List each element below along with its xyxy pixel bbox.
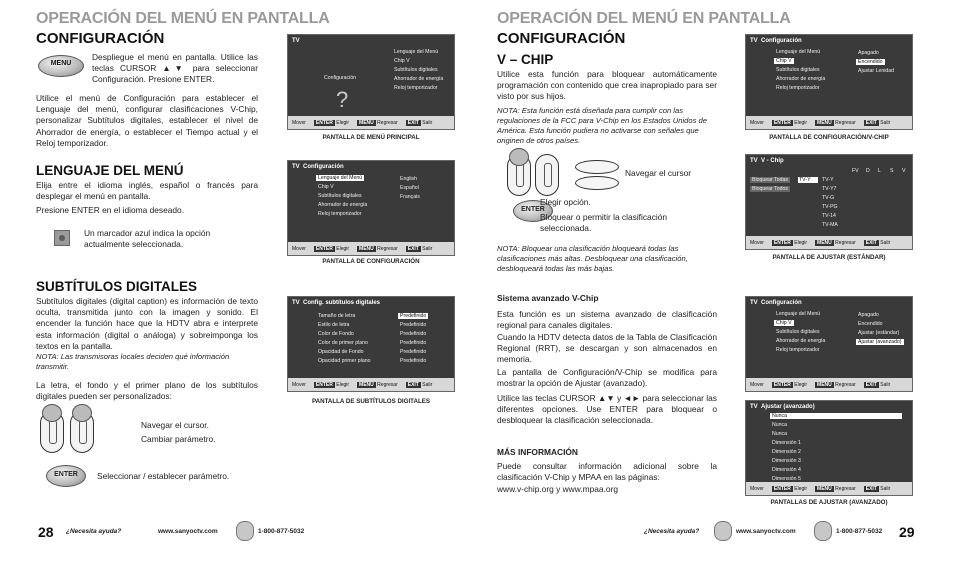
select-text: Seleccionar / establecer parámetro.: [97, 471, 230, 481]
menu-item: Lenguaje del Menú: [394, 49, 439, 55]
marker-text: Un marcador azul indica la opción actualmente seleccionada.: [84, 228, 211, 250]
tv-label: TV Configuración: [292, 164, 344, 170]
vchip-option: Apagado: [858, 312, 879, 318]
subtitles-text: Subtítulos digitales (digital caption) es información de texto oculta, transmitida junto con la imagen y sonido. El encender la función hace que la HDTV abra e interprete esta información (digital o análoga) y sobreimponga los textos en la pantalla.: [36, 296, 258, 351]
vchip-text: Utilice esta función para bloquear automáticamente programación con contenido que crea inapropiado para ser visto por sus hijos.: [497, 69, 717, 102]
config-screen: [287, 160, 455, 256]
vchip-option: Encendido: [858, 321, 883, 327]
menu-item: Ahorrador de energía: [318, 202, 368, 208]
rating-row: TV-MA: [822, 222, 838, 228]
screen-footer: Mover ENTER Elegir MENU Regresar EXIT Salir: [750, 381, 891, 388]
rating-col: L: [878, 168, 881, 174]
rating-row: TV-Y: [822, 177, 834, 183]
screen-caption: PANTALLA DE CONFIGURACIÓN/V-CHIP: [769, 134, 889, 141]
more-info-text: Puede consultar información adicional sobre la clasificación V-Chip y MPAA en las páginas:: [497, 461, 717, 483]
tv-label: TV Configuración: [750, 38, 802, 44]
language-heading: LENGUAJE DEL MENÚ: [36, 163, 184, 178]
rating-col: V: [902, 168, 906, 174]
menu-item: Opacidad de Fondo: [318, 349, 364, 355]
tv-label: TV Config. subtítulos digitales: [292, 300, 381, 306]
right-page: [477, 0, 954, 580]
help-text: ¿Necesita ayuda?: [66, 528, 122, 535]
rating-row: TV-Y: [798, 177, 818, 183]
menu-button-icon: MENU: [38, 55, 84, 77]
question-mark-icon: ?: [336, 87, 349, 112]
cursor-oval-icon: [575, 160, 619, 174]
language-enter-text: Presione ENTER en el idioma deseado.: [36, 205, 185, 215]
help-text: ¿Necesita ayuda?: [644, 528, 700, 535]
sub-value: Predefinido: [400, 358, 427, 364]
more-info-links: www.v-chip.org y www.mpaa.org: [497, 484, 619, 494]
rating-row: TV-G: [822, 195, 835, 201]
screen-caption: PANTALLA DE MENÚ PRINCIPAL: [322, 134, 420, 141]
main-center-label: Configuración: [324, 75, 357, 81]
adv-item: Dimensión 5: [772, 476, 801, 482]
subtitles-paragraph: La letra, el fondo y el primer plano de los subtítulos digitales pueden ser personalizados:: [36, 380, 258, 402]
vchip-option: Ajustar (estándar): [858, 330, 900, 336]
lang-option: Français: [400, 194, 420, 200]
menu-item: Lenguaje del Menú: [318, 175, 363, 181]
vchip-option: Encendido: [858, 59, 883, 65]
hand-icon: [42, 404, 62, 422]
page-number: 29: [899, 524, 915, 540]
phone-icon: [714, 521, 732, 541]
sub-value: Predefinido: [400, 322, 427, 328]
tv-label: TV Ajustar (avanzado): [750, 404, 815, 410]
menu-item: Subtítulos digitales: [776, 329, 820, 335]
screen-footer: Mover ENTER Elegir MENU Regresar EXIT Salir: [292, 245, 433, 252]
screen-caption: PANTALLA DE CONFIGURACIÓN: [322, 258, 420, 265]
hand-icon: [509, 148, 529, 166]
advanced-p2: Cuando la HDTV detecta datos de la Tabla de Clasificación Regional (RRT), se descargan y son almacenados en memoria.: [497, 332, 717, 365]
menu-item: Reloj temporizador: [318, 211, 362, 217]
advanced-p1: Esta función es un sistema avanzado de clasificación regional para canales digitales.: [497, 309, 717, 331]
rating-grid-screen: [745, 154, 913, 250]
menu-item: Lenguaje del Menú: [776, 311, 821, 317]
menu-item: Subtítulos digitales: [394, 67, 438, 73]
sub-value: Predefinido: [400, 331, 427, 337]
menu-item: Chip V: [776, 320, 792, 326]
subtitles-screen: [287, 296, 455, 392]
screen-footer: Mover ENTER Elegir MENU Regresar EXIT Salir: [750, 239, 891, 246]
change-param-text: Cambiar parámetro.: [141, 434, 216, 444]
rating-row: TV-PG: [822, 204, 838, 210]
menu-item: Reloj temporizador: [394, 85, 438, 91]
advanced-heading: Sistema avanzado V-Chip: [497, 293, 599, 303]
section-title: CONFIGURACIÓN: [497, 30, 626, 47]
enter-button-icon: ENTER: [46, 465, 86, 487]
menu-item: Opacidad primer plano: [318, 358, 371, 364]
website-text: www.sanyoctv.com: [736, 528, 796, 535]
menu-item: Ahorrador de energía: [394, 76, 444, 82]
menu-item: Chip V: [394, 58, 410, 64]
menu-item: Color de Fondo: [318, 331, 354, 337]
rating-row: TV-Y7: [822, 186, 837, 192]
menu-item: Subtítulos digitales: [776, 67, 820, 73]
vchip-heading: V – CHIP: [497, 52, 554, 67]
screen-caption: PANTALLA DE SUBTÍTULOS DIGITALES: [311, 398, 430, 405]
menu-item: Ahorrador de energía: [776, 76, 826, 82]
advanced-list-screen: [745, 400, 913, 496]
menu-item: Estilo de letra: [318, 322, 350, 328]
menu-item: Subtítulos digitales: [318, 193, 362, 199]
adv-item: Nunca: [770, 413, 902, 419]
block-all-label: Bloquear Todas: [752, 177, 788, 183]
rating-row: TV-14: [822, 213, 836, 219]
cursor-left-right-icon: [535, 154, 559, 196]
phone-number: 1-800-877-5032: [258, 528, 305, 535]
vchip-option: Ajustar Lenidad: [858, 68, 895, 74]
menu-item: Reloj temporizador: [776, 347, 820, 353]
sub-value: Predefinido: [400, 340, 427, 346]
rating-col: S: [890, 168, 894, 174]
lang-option: English: [400, 176, 418, 182]
block-note: NOTA: Bloquear una clasificación bloqueará todas las clasificaciones más altas. Desbloquear una clasificación, desbloqueará todas las más bajas.: [497, 244, 688, 273]
menu-item: Reloj temporizador: [776, 85, 820, 91]
subtitles-note: NOTA: Las transmisoras locales deciden qué información transmitir.: [36, 352, 230, 371]
page-header: OPERACIÓN DEL MENÚ EN PANTALLA: [36, 10, 330, 27]
screen-footer: Mover ENTER Elegir MENU Regresar EXIT Salir: [292, 381, 433, 388]
phone-icon: [814, 521, 832, 541]
advanced-p3: La pantalla de Configuración/V-Chip se modifica para mostrar la opción de Ajustar (avanzado).: [497, 367, 717, 389]
adv-item: Dimensión 4: [772, 467, 801, 473]
tv-label: TV Configuración: [750, 300, 802, 306]
lang-option: Español: [400, 185, 419, 191]
vchip-note: NOTA: Esta función está diseñada para cumplir con las regulaciones de la FCC para V-Chip en los Estados Unidos de América. Esta función pudiera no activarse con señales que originen de otros países.: [497, 106, 707, 145]
adv-item: Dimensión 3: [772, 458, 801, 464]
vchip-config-screen: [745, 34, 913, 130]
adv-item: Dimensión 1: [772, 440, 801, 446]
tv-label: TV: [292, 38, 300, 44]
menu-item: Ahorrador de energía: [776, 338, 826, 344]
sub-value: Predefinido: [400, 349, 427, 355]
hand-icon: [72, 404, 92, 422]
vchip-advanced-screen: [745, 296, 913, 392]
menu-item: Chip V: [318, 184, 334, 190]
language-text: Elija entre el idioma inglés, español o francés para desplegar el menú en pantalla.: [36, 180, 258, 202]
menu-item: Chip V: [776, 58, 792, 64]
sub-value: Predefinido: [400, 313, 427, 319]
menu-item: Tamaño de letra: [318, 313, 356, 319]
cursor-oval-icon: [575, 176, 619, 190]
enter-button-icon: ENTER: [513, 200, 553, 222]
adv-item: Nunca: [772, 431, 787, 437]
adv-item: Nunca: [772, 422, 787, 428]
vchip-option: Apagado: [858, 50, 879, 56]
block-all-label: Bloquear Todos: [752, 186, 788, 192]
navigate-text: Navegar el cursor.: [141, 420, 209, 430]
screen-caption: PANTALLA DE AJUSTAR (ESTÁNDAR): [772, 254, 886, 261]
choose-option-text: Elegir opción.: [540, 197, 591, 207]
adv-item: Dimensión 2: [772, 449, 801, 455]
menu-item: Lenguaje del Menú: [776, 49, 821, 55]
menu-item: Color de primer plano: [318, 340, 368, 346]
screen-footer: Mover ENTER Elegir MENU Regresar EXIT Salir: [750, 119, 891, 126]
phone-icon: [236, 521, 254, 541]
screen-caption: PANTALLAS DE AJUSTAR (AVANZADO): [770, 499, 888, 506]
screen-footer: Mover ENTER Elegir MENU Regresar EXIT Salir: [750, 485, 891, 492]
rating-col: FV: [852, 168, 859, 174]
more-info-heading: MÁS INFORMACIÓN: [497, 447, 578, 457]
blue-marker-icon: [54, 230, 70, 246]
tv-label: TV V - Chip: [750, 158, 784, 164]
page-number: 28: [38, 524, 54, 540]
advanced-p4: Utilice las teclas CURSOR ▲▼ y ◄► para seleccionar las diferentes opciones. Use ENTER para bloquear o desbloquear la clasificación seleccionada.: [497, 393, 717, 426]
rating-col: D: [866, 168, 870, 174]
vchip-option: Ajustar (avanzado): [858, 339, 902, 345]
subtitles-heading: SUBTÍTULOS DIGITALES: [36, 279, 197, 294]
page-header: OPERACIÓN DEL MENÚ EN PANTALLA: [497, 10, 791, 27]
config-paragraph: Utilice el menú de Configuración para establecer el Lenguaje del menú, configurar clasificaciones V-Chip, personalizar Subtítulos digitales, establecer el nivel de Ahorrador de energía, o establecer el Tiempo actual y el Reloj temporizador.: [36, 93, 258, 148]
intro-text: Despliegue el menú en pantalla. Utilice las teclas CURSOR ▲▼ para seleccionar Configuración. Presione ENTER.: [92, 52, 258, 85]
section-title: CONFIGURACIÓN: [36, 30, 165, 47]
navigate-text: Navegar el cursor: [625, 168, 692, 178]
block-text: Bloquear o permitir la clasificación seleccionada.: [540, 212, 668, 234]
website-text: www.sanyoctv.com: [158, 528, 218, 535]
phone-number: 1-800-877-5032: [836, 528, 883, 535]
main-menu-screen: [287, 34, 455, 130]
screen-footer: Mover ENTER Elegir MENU Regresar EXIT Salir: [292, 119, 433, 126]
